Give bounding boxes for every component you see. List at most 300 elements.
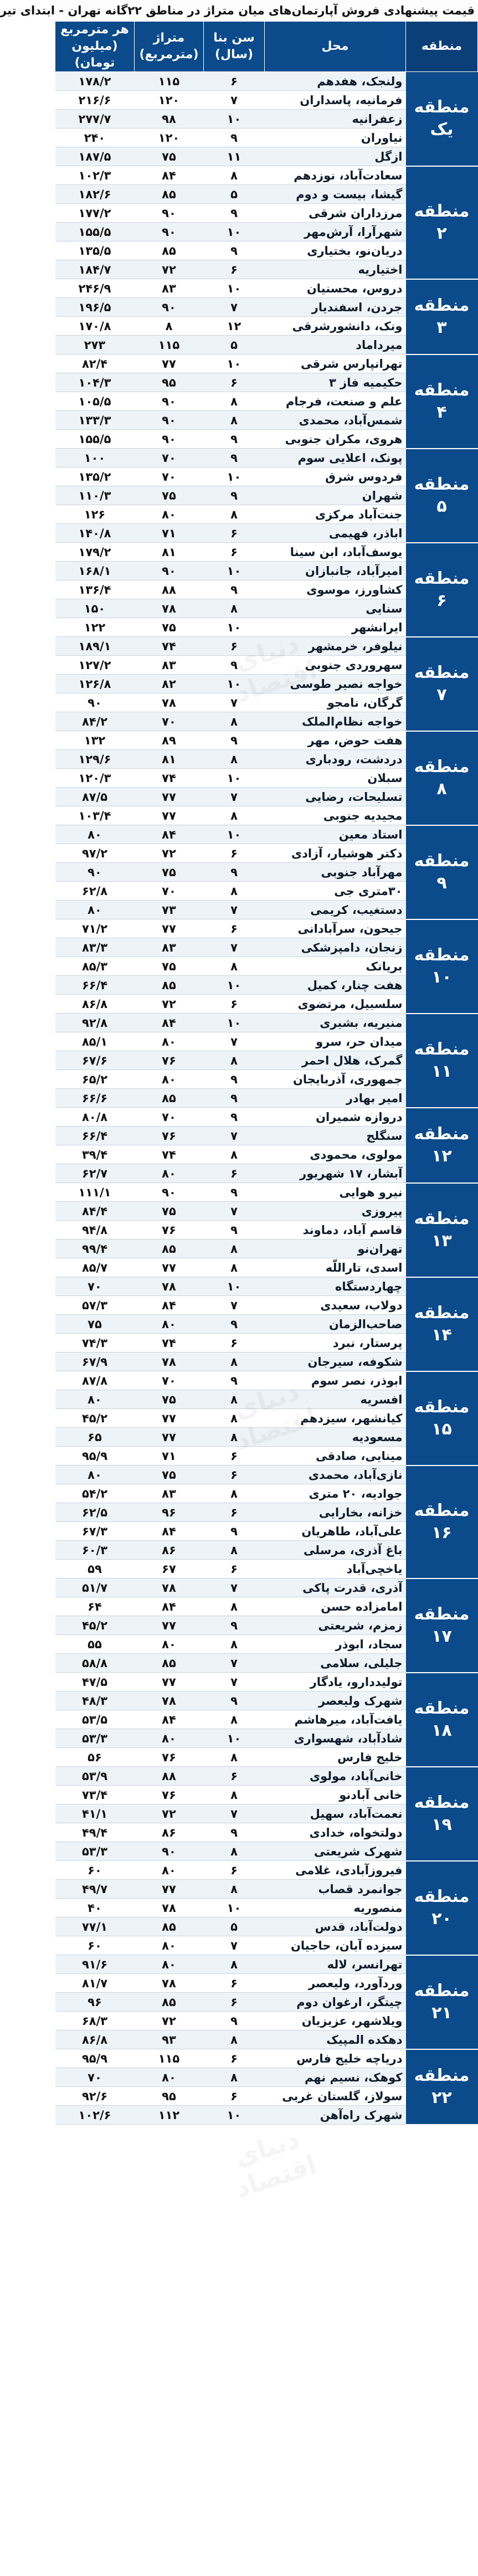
price-cell: ۷۱/۲ (55, 919, 135, 938)
table-row (55, 1466, 478, 1484)
age-cell: ۶ (204, 2087, 265, 2106)
location-cell: دروس، محسنیان (265, 279, 406, 298)
area-cell: ۸۵ (135, 1917, 204, 1936)
location-cell: میرداماد (265, 336, 406, 354)
area-cell: ۷۸ (135, 1578, 204, 1597)
age-cell: ۱۰ (204, 1729, 265, 1748)
location-cell: تسلیحات، رضایی (265, 788, 406, 806)
area-cell: ۸۸ (135, 1767, 204, 1786)
location-cell: دروازه شمیران (265, 1108, 406, 1127)
age-cell: ۹ (204, 1070, 265, 1089)
location-cell: هروی، مکران جنوبی (265, 430, 406, 449)
price-cell: ۸۷/۸ (55, 1371, 135, 1390)
age-cell: ۸ (204, 1635, 265, 1654)
age-cell: ۹ (204, 449, 265, 467)
age-cell: ۸ (204, 392, 265, 411)
location-cell: مسعودیه (265, 1428, 406, 1447)
location-cell: یاخچی‌آباد (265, 1560, 406, 1578)
location-cell: سولاز، گلستان غربی (265, 2087, 406, 2106)
location-cell: هفت حوض، مهر (265, 731, 406, 750)
price-cell: ۵۱/۷ (55, 1578, 135, 1597)
area-cell: ۸ (135, 317, 204, 336)
age-cell: ۶ (204, 919, 265, 938)
age-cell: ۹ (204, 430, 265, 449)
price-cell: ۹۵/۹ (55, 1447, 135, 1466)
location-cell: نیلوفر، خرمشهر (265, 637, 406, 656)
area-cell: ۷۷ (135, 1258, 204, 1277)
price-cell: ۷۰ (55, 2068, 135, 2087)
area-cell: ۸۱ (135, 543, 204, 562)
area-cell: ۸۶ (135, 1541, 204, 1560)
price-cell: ۶۰ (55, 1861, 135, 1880)
location-cell: شهرآرا، آرش‌مهر (265, 223, 406, 241)
price-cell: ۹۲/۶ (55, 2087, 135, 2106)
age-cell: ۱۰ (204, 618, 265, 637)
table-row (55, 1861, 478, 1880)
location-cell: فردوس شرق (265, 467, 406, 486)
age-cell: ۸ (204, 1409, 265, 1428)
table-row (55, 1673, 478, 1691)
price-cell: ۹۹/۴ (55, 1240, 135, 1258)
age-cell: ۱۰ (204, 1899, 265, 1917)
area-cell: ۷۷ (135, 354, 204, 373)
location-cell: هفت چنار، کمیل (265, 976, 406, 995)
age-cell: ۱۰ (204, 1277, 265, 1296)
age-cell: ۱۰ (204, 562, 265, 580)
area-cell: ۷۷ (135, 788, 204, 806)
age-cell: ۷ (204, 938, 265, 957)
location-cell: باغ آذری، مرسلی (265, 1541, 406, 1560)
area-cell: ۸۵ (135, 1993, 204, 2012)
location-cell: خانی آبادنو (265, 1786, 406, 1804)
table-row (55, 166, 478, 185)
location-cell: ویلاشهر، عزیزیان (265, 2012, 406, 2030)
location-cell: دستغیب، کریمی (265, 901, 406, 919)
area-cell: ۸۸ (135, 580, 204, 599)
location-cell: آذری، قدرت پاکی (265, 1578, 406, 1597)
price-cell: ۶۰ (55, 1936, 135, 1955)
age-cell: ۶ (204, 1560, 265, 1578)
area-cell: ۹۰ (135, 223, 204, 241)
location-cell: اختیاریه (265, 260, 406, 279)
location-cell: گمرک، هلال احمر (265, 1051, 406, 1070)
location-cell: جردن، اسفندیار (265, 298, 406, 317)
price-cell: ۴۵/۲ (55, 1409, 135, 1428)
watermark-text (194, 2111, 349, 2213)
age-cell: ۹ (204, 1371, 265, 1390)
area-cell: ۷۰ (135, 449, 204, 467)
table-row (55, 1277, 478, 1296)
area-cell: ۷۴ (135, 1334, 204, 1353)
location-cell: جلیلی، سلامی (265, 1654, 406, 1673)
location-cell: زعفرانیه (265, 110, 406, 128)
area-cell: ۹۰ (135, 204, 204, 223)
table-row (55, 354, 478, 373)
area-cell: ۸۰ (135, 1861, 204, 1880)
age-cell: ۸ (204, 1390, 265, 1409)
price-cell: ۷۰ (55, 1277, 135, 1296)
price-cell: ۱۰۰ (55, 449, 135, 467)
location-cell: گرگان، نامجو (265, 693, 406, 712)
table-row (55, 1014, 478, 1032)
price-cell: ۱۷۹/۲ (55, 543, 135, 562)
age-cell: ۹ (204, 1315, 265, 1334)
location-cell: زنجان، دامپزشکی (265, 938, 406, 957)
age-cell: ۱۲ (204, 317, 265, 336)
age-cell: ۱۱ (204, 147, 265, 166)
price-cell: ۱۸۲/۶ (55, 185, 135, 204)
age-cell: ۷ (204, 1032, 265, 1051)
area-cell: ۸۲ (135, 675, 204, 693)
age-cell: ۸ (204, 411, 265, 430)
location-cell: فیروزآبادی، غلامی (265, 1861, 406, 1880)
location-cell: خانی‌آباد، مولوی (265, 1767, 406, 1786)
area-cell: ۷۴ (135, 769, 204, 788)
location-cell: یوسف‌آباد، ابن سینا (265, 543, 406, 562)
location-cell: شهرک شریعتی (265, 1842, 406, 1861)
region-label: منطقه ۳ (406, 279, 478, 354)
price-cell: ۱۳۲ (55, 731, 135, 750)
area-cell: ۷۷ (135, 1880, 204, 1899)
location-cell: دهکده المپیک (265, 2030, 406, 2049)
price-cell: ۵۳/۳ (55, 1842, 135, 1861)
location-cell: جوانمرد قصاب (265, 1880, 406, 1899)
region-label: منطقه ۲۰ (406, 1861, 478, 1955)
area-cell: ۹۸ (135, 110, 204, 128)
age-cell: ۶ (204, 844, 265, 863)
area-cell: ۷۸ (135, 1691, 204, 1710)
age-cell: ۸ (204, 1748, 265, 1767)
area-cell: ۷۸ (135, 1277, 204, 1296)
price-cell: ۶۶/۴ (55, 1127, 135, 1145)
age-cell: ۹ (204, 1183, 265, 1202)
age-cell: ۹ (204, 1221, 265, 1240)
region-label: منطقه ۲ (406, 166, 478, 279)
price-cell: ۶۲/۸ (55, 882, 135, 901)
location-cell: امیر بهادر (265, 1089, 406, 1108)
area-cell: ۸۵ (135, 241, 204, 260)
location-cell: فرمانیه، پاسداران (265, 91, 406, 110)
location-cell: ولنجک، هفدهم (265, 72, 406, 91)
price-cell: ۱۸۷/۵ (55, 147, 135, 166)
age-cell: ۷ (204, 788, 265, 806)
region-label: منطقه ۱۹ (406, 1767, 478, 1861)
header-price: هر مترمربع (میلیون تومان) (55, 22, 135, 72)
age-cell: ۶ (204, 1993, 265, 2012)
area-cell: ۷۶ (135, 1127, 204, 1145)
age-cell: ۸ (204, 957, 265, 976)
price-cell: ۷۴/۳ (55, 1334, 135, 1353)
area-cell: ۱۱۵ (135, 336, 204, 354)
region-label: منطقه ۱۸ (406, 1673, 478, 1767)
location-cell: شهران (265, 486, 406, 505)
age-cell: ۱۰ (204, 769, 265, 788)
region-label: منطقه ۲۲ (406, 2049, 478, 2125)
location-cell: مرزداران شرقی (265, 204, 406, 223)
area-cell: ۷۳ (135, 901, 204, 919)
price-cell: ۸۰/۸ (55, 1108, 135, 1127)
location-cell: زمزم، شریعتی (265, 1616, 406, 1635)
area-cell: ۹۶ (135, 1503, 204, 1522)
area-cell: ۷۲ (135, 2012, 204, 2030)
age-cell: ۹ (204, 128, 265, 147)
price-cell: ۷۳/۴ (55, 1786, 135, 1804)
region-label: منطقه ۱۵ (406, 1371, 478, 1466)
area-cell: ۸۰ (135, 1936, 204, 1955)
area-cell: ۷۰ (135, 712, 204, 731)
price-cell: ۷۷/۱ (55, 1917, 135, 1936)
age-cell: ۹ (204, 2012, 265, 2030)
age-cell: ۸ (204, 599, 265, 618)
location-cell: علی‌آباد، طاهریان (265, 1522, 406, 1541)
price-cell: ۸۱/۷ (55, 1974, 135, 1993)
area-cell: ۷۶ (135, 1748, 204, 1767)
location-cell: نیاوران (265, 128, 406, 147)
table-row (55, 1108, 478, 1127)
table-row (55, 543, 478, 562)
location-cell: یافت‌آباد، میرهاشم (265, 1710, 406, 1729)
age-cell: ۹ (204, 1823, 265, 1842)
location-cell: پرستار، نبرد (265, 1334, 406, 1353)
location-cell: دولتخواه، خدادی (265, 1823, 406, 1842)
location-cell: منصوریه (265, 1899, 406, 1917)
price-cell: ۱۳۶/۴ (55, 580, 135, 599)
location-cell: آبشار، ۱۷ شهریور (265, 1164, 406, 1183)
price-cell: ۹۶ (55, 1993, 135, 2012)
price-cell: ۸۴/۴ (55, 1202, 135, 1221)
price-cell: ۱۶۸/۱ (55, 562, 135, 580)
area-cell: ۸۰ (135, 1955, 204, 1974)
age-cell: ۹ (204, 863, 265, 882)
location-cell: وردآورد، ولیعصر (265, 1974, 406, 1993)
location-cell: ابوذر، نصر سوم (265, 1371, 406, 1390)
price-cell: ۱۲۶ (55, 505, 135, 524)
location-cell: شمس‌آباد، محمدی (265, 411, 406, 430)
location-cell: قاسم آباد، دماوند (265, 1221, 406, 1240)
age-cell: ۶ (204, 1503, 265, 1522)
region-label: منطقه ۱۶ (406, 1466, 478, 1578)
area-cell: ۸۱ (135, 750, 204, 769)
area-cell: ۷۶ (135, 1786, 204, 1804)
area-cell: ۸۴ (135, 166, 204, 185)
age-cell: ۹ (204, 204, 265, 223)
price-cell: ۶۲/۵ (55, 1503, 135, 1522)
price-cell: ۴۵/۲ (55, 1616, 135, 1635)
price-cell: ۹۰ (55, 693, 135, 712)
location-cell: مهرآباد جنوبی (265, 863, 406, 882)
price-cell: ۱۷۰/۸ (55, 317, 135, 336)
area-cell: ۷۰ (135, 467, 204, 486)
area-cell: ۸۰ (135, 1315, 204, 1334)
header-area: متراژ (مترمربع) (135, 22, 204, 72)
price-cell: ۵۷/۳ (55, 1296, 135, 1315)
table-row (55, 449, 478, 467)
age-cell: ۸ (204, 712, 265, 731)
price-cell: ۱۲۷/۲ (55, 656, 135, 675)
area-cell: ۸۴ (135, 825, 204, 844)
age-cell: ۹ (204, 241, 265, 260)
area-cell: ۷۸ (135, 693, 204, 712)
area-cell: ۸۳ (135, 1484, 204, 1503)
area-cell: ۸۰ (135, 1635, 204, 1654)
area-cell: ۹۳ (135, 2030, 204, 2049)
location-cell: افسریه (265, 1390, 406, 1409)
age-cell: ۶ (204, 1334, 265, 1353)
age-cell: ۶ (204, 995, 265, 1014)
region-label: منطقه ۷ (406, 637, 478, 731)
price-cell: ۱۷۷/۲ (55, 204, 135, 223)
region-label: منطقه ۶ (406, 543, 478, 637)
price-cell: ۶۵/۲ (55, 1070, 135, 1089)
price-cell: ۹۴/۸ (55, 1221, 135, 1240)
age-cell: ۷ (204, 1673, 265, 1691)
price-cell: ۸۰ (55, 1466, 135, 1484)
region-label: منطقه ۱۱ (406, 1014, 478, 1108)
price-cell: ۱۰۲/۶ (55, 2106, 135, 2125)
age-cell: ۸ (204, 166, 265, 185)
area-cell: ۷۸ (135, 1899, 204, 1917)
price-cell: ۹۰ (55, 863, 135, 882)
location-cell: شکوفه، سیرجان (265, 1353, 406, 1371)
area-cell: ۹۰ (135, 562, 204, 580)
area-cell: ۷۷ (135, 1409, 204, 1428)
age-cell: ۶ (204, 524, 265, 543)
location-cell: نعمت‌آباد، سهیل (265, 1804, 406, 1823)
age-cell: ۷ (204, 1654, 265, 1673)
region-label: منطقه ۱۲ (406, 1108, 478, 1183)
age-cell: ۸ (204, 1240, 265, 1258)
header-age: سن بنا (سال) (204, 22, 265, 72)
area-cell: ۷۵ (135, 618, 204, 637)
area-cell: ۷۶ (135, 1051, 204, 1070)
area-cell: ۷۱ (135, 1447, 204, 1466)
price-cell: ۴۹/۷ (55, 1880, 135, 1899)
price-cell: ۱۰۴/۳ (55, 373, 135, 392)
price-cell: ۹۱/۶ (55, 1955, 135, 1974)
price-cell: ۴۰ (55, 1899, 135, 1917)
location-cell: نیرو هوایی (265, 1183, 406, 1202)
price-cell: ۶۷/۶ (55, 1051, 135, 1070)
location-cell: امامزاده حسن (265, 1597, 406, 1616)
table-row (55, 2049, 478, 2068)
region-label: منطقه ۱۰ (406, 919, 478, 1014)
table-row (55, 1578, 478, 1597)
area-cell: ۸۰ (135, 2068, 204, 2087)
price-cell: ۱۲۰/۳ (55, 769, 135, 788)
age-cell: ۸ (204, 750, 265, 769)
age-cell: ۱۰ (204, 354, 265, 373)
age-cell: ۶ (204, 2049, 265, 2068)
location-cell: خواجه نظام‌الملک (265, 712, 406, 731)
price-cell: ۱۳۳/۳ (55, 411, 135, 430)
price-cell: ۸۰ (55, 825, 135, 844)
age-cell: ۷ (204, 1127, 265, 1145)
price-cell: ۷۵ (55, 1315, 135, 1334)
age-cell: ۸ (204, 1145, 265, 1164)
age-cell: ۹ (204, 580, 265, 599)
area-cell: ۷۵ (135, 147, 204, 166)
location-cell: خواجه نصیر طوسی (265, 675, 406, 693)
age-cell: ۷ (204, 91, 265, 110)
area-cell: ۹۰ (135, 1183, 204, 1202)
location-cell: سهروردی جنوبی (265, 656, 406, 675)
price-cell: ۲۱۶/۶ (55, 91, 135, 110)
price-cell: ۶۷/۹ (55, 1353, 135, 1371)
location-cell: ایرانشهر (265, 618, 406, 637)
area-cell: ۷۲ (135, 1804, 204, 1823)
age-cell: ۷ (204, 693, 265, 712)
location-cell: سبلان (265, 769, 406, 788)
area-cell: ۷۰ (135, 1371, 204, 1390)
location-cell: چیتگر، ارغوان دوم (265, 1993, 406, 2012)
area-cell: ۷۵ (135, 957, 204, 976)
area-cell: ۸۴ (135, 1710, 204, 1729)
price-cell: ۶۴ (55, 1597, 135, 1616)
area-cell: ۷۷ (135, 919, 204, 938)
age-cell: ۹ (204, 1522, 265, 1541)
price-cell: ۸۵/۳ (55, 957, 135, 976)
header-location: محل (265, 22, 406, 72)
age-cell: ۷ (204, 901, 265, 919)
price-cell: ۶۶/۶ (55, 1089, 135, 1108)
price-cell: ۸۷/۵ (55, 788, 135, 806)
location-cell: نازی‌آباد، محمدی (265, 1466, 406, 1484)
age-cell: ۶ (204, 1767, 265, 1786)
region-label: منطقه ۲۱ (406, 1955, 478, 2049)
location-cell: جنت‌آباد مرکزی (265, 505, 406, 524)
table-row (55, 919, 478, 938)
location-cell: مولوی، محمودی (265, 1145, 406, 1164)
location-cell: خزانه، بخارایی (265, 1503, 406, 1522)
location-cell: تهران‌نو (265, 1240, 406, 1258)
region-label: منطقه ۱۳ (406, 1183, 478, 1277)
area-cell: ۷۴ (135, 1145, 204, 1164)
price-cell: ۴۹/۴ (55, 1823, 135, 1842)
location-cell: میدان حر، سرو (265, 1032, 406, 1051)
price-cell: ۱۵۰ (55, 599, 135, 618)
location-cell: گیشا، بیست و دوم (265, 185, 406, 204)
area-cell: ۷۲ (135, 844, 204, 863)
location-cell: کیانشهر، سیزدهم (265, 1409, 406, 1428)
age-cell: ۸ (204, 2030, 265, 2049)
area-cell: ۸۰ (135, 1070, 204, 1089)
location-cell: شادآباد، شهسواری (265, 1729, 406, 1748)
table-row (55, 72, 478, 91)
location-cell: امیرآباد، جانبازان (265, 562, 406, 580)
area-cell: ۹۰ (135, 392, 204, 411)
age-cell: ۸ (204, 1428, 265, 1447)
area-cell: ۱۱۵ (135, 2049, 204, 2068)
age-cell: ۸ (204, 1484, 265, 1503)
location-cell: تولیددارو، یادگار (265, 1673, 406, 1691)
area-cell: ۸۴ (135, 1296, 204, 1315)
age-cell: ۵ (204, 336, 265, 354)
price-cell: ۵۹ (55, 1560, 135, 1578)
location-cell: خلیج فارس (265, 1748, 406, 1767)
age-cell: ۸ (204, 1353, 265, 1371)
price-cell: ۲۴۶/۹ (55, 279, 135, 298)
area-cell: ۹۰ (135, 411, 204, 430)
table-row (55, 731, 478, 750)
area-cell: ۷۲ (135, 260, 204, 279)
price-cell: ۵۳/۵ (55, 1710, 135, 1729)
region-label: منطقه ۱۷ (406, 1578, 478, 1673)
age-cell: ۱۰ (204, 110, 265, 128)
price-cell: ۱۰۳/۴ (55, 806, 135, 825)
location-cell: ۳۰متری جی (265, 882, 406, 901)
location-cell: حکیمیه فاز ۳ (265, 373, 406, 392)
price-cell: ۵۳/۹ (55, 1767, 135, 1786)
